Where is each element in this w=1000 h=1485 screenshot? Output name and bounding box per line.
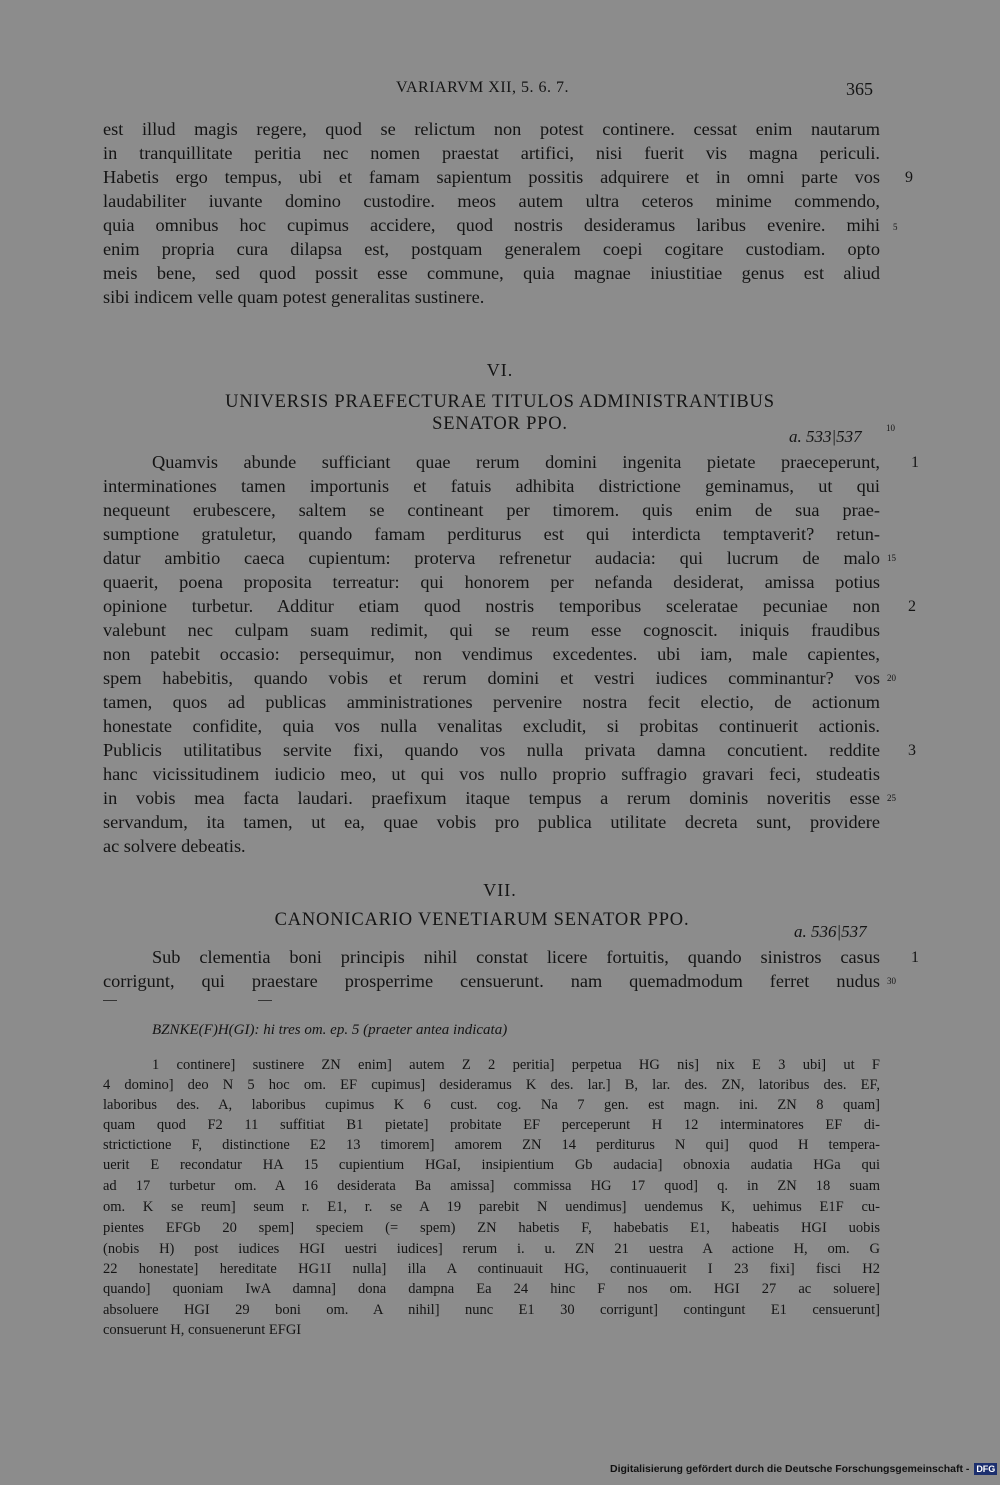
apparatus-line: quam quod F2 11 suffitiat B1 pietate] probitate EF perceperunt H 12 interminatores EF di- bbox=[103, 1117, 880, 1133]
section-date: a. 533|537 bbox=[789, 427, 862, 446]
text-line: Publicis utilitatibus servite fixi, quando vos nulla privata damna concutient. reddite bbox=[103, 740, 880, 760]
text-line: laudabiliter iuvante domino custodire. meos autem ultra ceteros minime commendo, bbox=[103, 191, 880, 211]
text-line: interminationes tamen importunis et fatuis adhibita districtione geminamus, ut qui bbox=[103, 476, 880, 496]
line-number: 15 bbox=[887, 553, 896, 563]
text-line: meis bene, sed quod possit esse commune, quia magnae iniustitiae genus est aliud bbox=[103, 263, 880, 283]
line-number: 20 bbox=[887, 673, 896, 683]
text-line: spem habebitis, quando vobis et rerum domini et vestri iudices comminantur? vos bbox=[103, 668, 880, 688]
line-number: 30 bbox=[887, 976, 896, 986]
text-line: Habetis ergo tempus, ubi et famam sapientum possitis adquirere et in omni parte vos bbox=[103, 167, 880, 187]
page-header bbox=[0, 79, 1000, 101]
text-line: hanc vicissitudinem iudicio meo, ut qui vos nullo proprio suffragio gravari feci, studeatis bbox=[103, 764, 880, 784]
margin-number: 1 bbox=[911, 454, 919, 471]
text-line: ac solvere debeatis. bbox=[103, 836, 246, 856]
text-line: enim propria cura dilapsa est, postquam generalem coepi cogitare custodiam. opto bbox=[103, 239, 880, 259]
line-number: 5 bbox=[893, 222, 898, 232]
section-number: VII. bbox=[483, 880, 517, 900]
text-line: in vobis mea facta laudari. praefixum itaque tempus a rerum dominis noveritis esse bbox=[103, 788, 880, 808]
text-line: corrigunt, qui praestare prosperrime censuerunt. nam quemadmodum ferret nudus bbox=[103, 971, 880, 991]
margin-number: 3 bbox=[908, 742, 916, 759]
apparatus-line: 22 honestate] hereditate HG1I nulla] illa A continuauit HG, continuauerit I 23 fixi] fisci H2 bbox=[103, 1261, 880, 1277]
text-line: datur ambitio caeca cupientum: proterva refrenetur audacia: qui lucrum de malo bbox=[103, 548, 880, 568]
cut-line-fragment bbox=[103, 1000, 117, 1001]
digitization-credit bbox=[610, 1463, 997, 1479]
text-line: sibi indicem velle quam potest generalitas sustinere. bbox=[103, 287, 485, 307]
section-title-continued: SENATOR PPO. bbox=[432, 414, 568, 434]
credit-text: Digitalisierung gefördert durch die Deutsche Forschungsgemeinschaft - bbox=[610, 1463, 970, 1475]
text-line: quaerit, poena proposita terreatur: qui honorem per nefanda desiderat, amissa potius bbox=[103, 572, 880, 592]
text-line: valebunt nec culpam suam redimit, qui se reum esse cognoscit. iniquis fraudibus bbox=[103, 620, 880, 640]
apparatus-line: uerit E recondatur HA 15 cupientium HGaI, insipientium Gb audacia] obnoxia audatia HGa qui bbox=[103, 1157, 880, 1173]
margin-number: 9 bbox=[905, 169, 913, 186]
text-line: Quamvis abunde sufficiant quae rerum domini ingenita pietate praeceperunt, bbox=[152, 452, 880, 472]
text-line: quia omnibus hoc cupimus accidere, quod nostris desideramus laribus evenire. mihi bbox=[103, 215, 880, 235]
text-line: in tranquillitate peritia nec nomen praestat artifici, nisi fuerit vis magna periculi. bbox=[103, 143, 880, 163]
line-number: 25 bbox=[887, 793, 896, 803]
text-line: sumptione gratuletur, quando famam perditurus est qui interdicta temptaverit? retun- bbox=[103, 524, 880, 544]
cut-line-fragment bbox=[258, 1000, 272, 1001]
section-title: UNIVERSIS PRAEFECTURAE TITULOS ADMINISTRANTIBUS bbox=[225, 392, 775, 412]
text-line: servandum, ita tamen, ut ea, quae vobis pro publica utilitate decreta sunt, providere bbox=[103, 812, 880, 832]
section-date: a. 536|537 bbox=[794, 922, 867, 941]
apparatus-line: (nobis H) post iudices HGI uestri iudices] rerum i. u. ZN 21 uestra A actione H, om. G bbox=[103, 1241, 880, 1257]
apparatus-line: quando] quoniam IwA damna] dona dampna Ea 24 hinc F nos om. HGI 27 ac soluere] bbox=[103, 1281, 880, 1297]
text-line: non patebit occasio: persequimur, non vendimus excedentes. ubi iam, male capientes, bbox=[103, 644, 880, 664]
dfg-logo: DFG bbox=[976, 1464, 996, 1475]
text-line: est illud magis regere, quod se relictum non potest continere. cessat enim nautarum bbox=[103, 119, 880, 139]
line-number: 10 bbox=[886, 423, 895, 433]
section-title: CANONICARIO VENETIARUM SENATOR PPO. bbox=[274, 910, 690, 930]
text-line: honestate confidite, quia vos nulla venalitas excludit, si probitas continuerit actionis. bbox=[103, 716, 880, 736]
text-line: tamen, quos ad publicas amministrationes pervenire nostra fecit electio, de actionum bbox=[103, 692, 880, 712]
margin-number: 2 bbox=[908, 598, 916, 615]
margin-number: 1 bbox=[911, 949, 919, 966]
apparatus-line: pientes EFGb 20 spem] speciem (= spem) ZN habetis F, habebatis E1, habeatis HGI uobis bbox=[103, 1220, 880, 1236]
apparatus-line: 4 domino] deo N 5 hoc om. EF cupimus] desideramus K des. lar.] B, lar. des. ZN, latoribus des. EF, bbox=[103, 1077, 880, 1093]
apparatus-line: ad 17 turbetur om. A 16 desiderata Ba amissa] commissa HG 17 quod] q. in ZN 18 suam bbox=[103, 1178, 880, 1194]
text-line: nequeunt erubescere, saltem se contineant per timorem. quis enim de sua prae- bbox=[103, 500, 880, 520]
running-title: VARIARVM XII, 5. 6. 7. bbox=[396, 79, 569, 96]
apparatus-line: consuerunt H, consuenerunt EFGI bbox=[103, 1322, 302, 1338]
apparatus-line: om. K se reum] seum r. E1, r. se A 19 parebit N uendimus] uendemus K, uehimus E1F cu- bbox=[103, 1199, 880, 1215]
apparatus-line: 1 continere] sustinere ZN enim] autem Z 2 peritia] perpetua HG nis] nix E 3 ubi] ut F bbox=[152, 1057, 880, 1073]
text-line: Sub clementia boni principis nihil constat licere fortuitis, quando sinistros casus bbox=[152, 947, 880, 967]
section-number: VI. bbox=[486, 360, 514, 380]
page-number: 365 bbox=[846, 79, 873, 99]
apparatus-sigla-note: BZNKE(F)H(GI): hi tres om. ep. 5 (praeter antea indicata) bbox=[152, 1022, 508, 1038]
apparatus-line: absoluere HGI 29 boni om. A nihil] nunc E1 30 corrigunt] contingunt E1 censuerunt] bbox=[103, 1302, 880, 1318]
apparatus-line: laboribus des. A, laboribus cupimus K 6 cust. cog. Na 7 gen. est magn. ini. ZN 8 quam] bbox=[103, 1097, 880, 1113]
apparatus-line: strictictione F, distinctione E2 13 timorem] amorem ZN 14 perditurus N qui] quod H tempera- bbox=[103, 1137, 880, 1153]
text-line: opinione turbetur. Additur etiam quod nostris temporibus sceleratae pecuniae non bbox=[103, 596, 880, 616]
